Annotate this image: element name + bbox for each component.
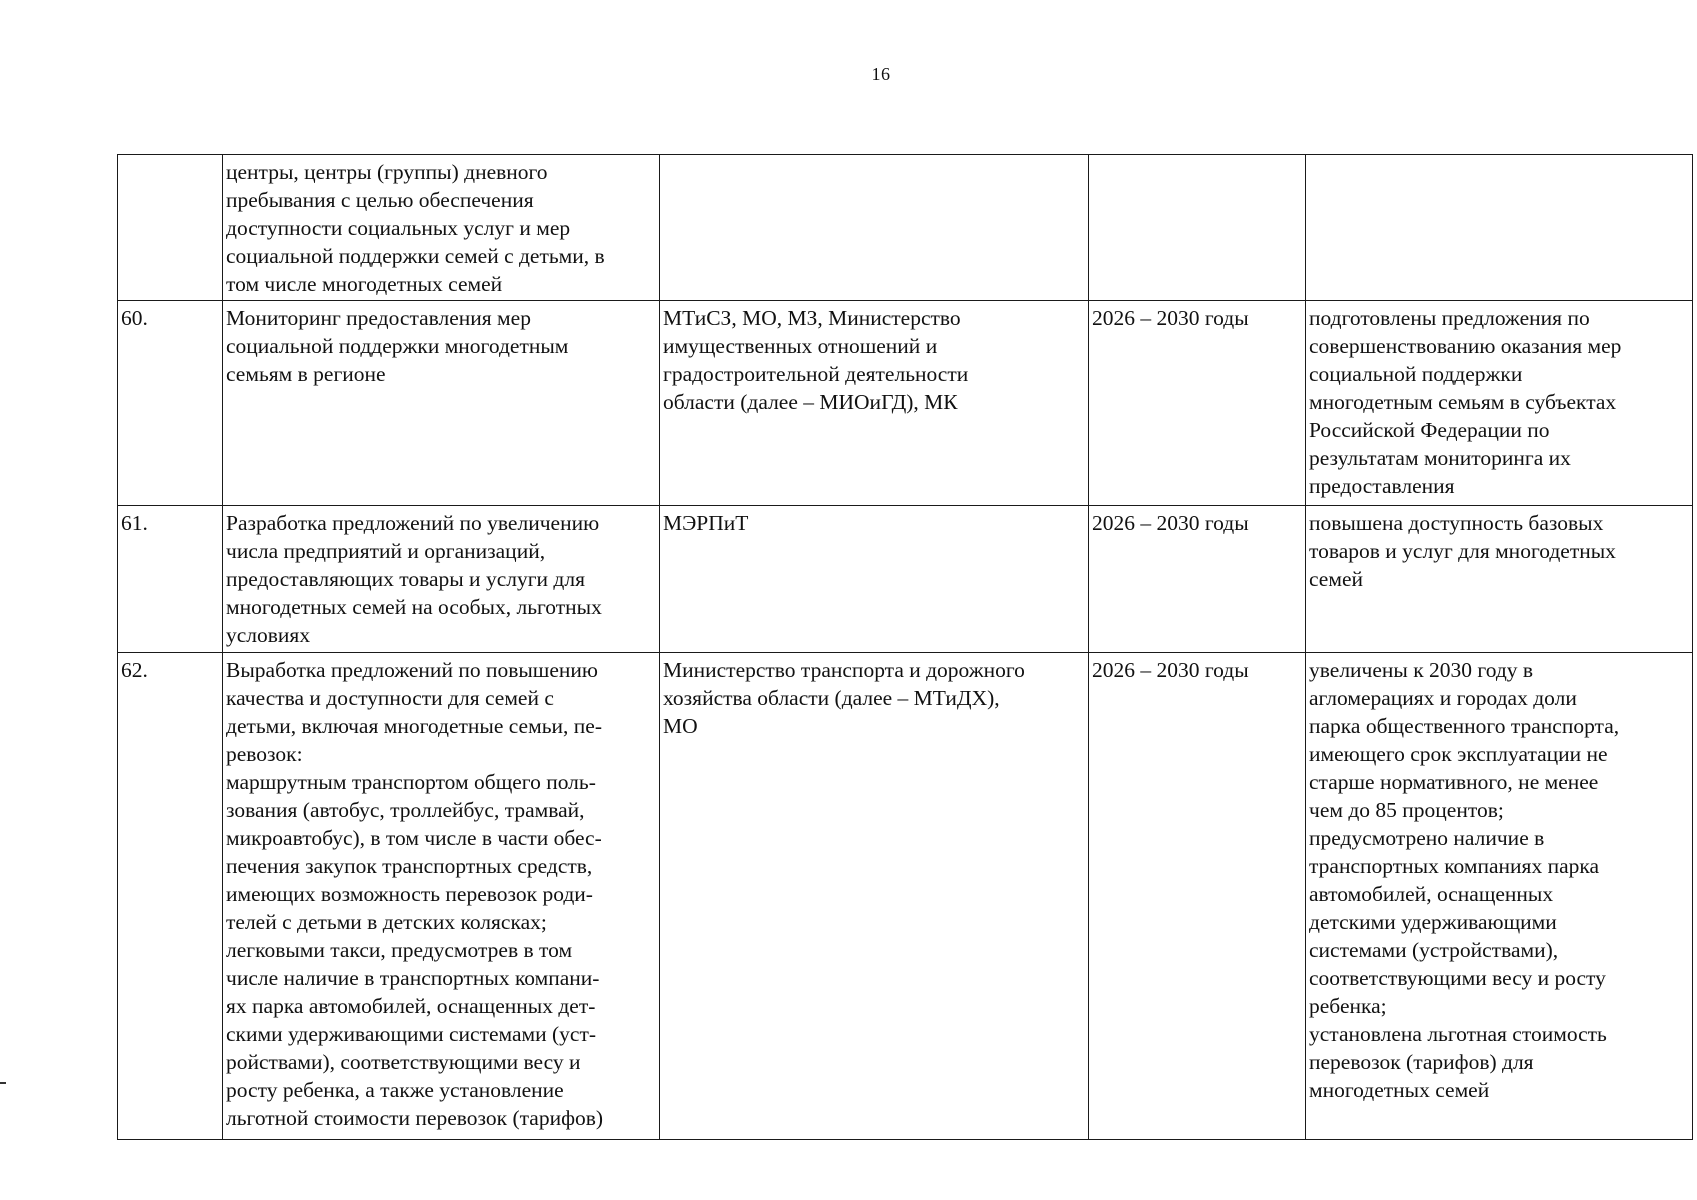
executors-cell	[660, 301, 1089, 506]
cell-text-line: ройствами), соответствующими весу и	[226, 1050, 581, 1074]
result-cell	[1306, 653, 1693, 1140]
cell-text-line: транспортных компаниях парка	[1309, 854, 1600, 878]
cell-text-line: скими удерживающими системами (уст-	[226, 1022, 597, 1046]
period-cell	[1089, 155, 1306, 301]
cell-text-line: зования (автобус, троллейбус, трамвай,	[226, 798, 585, 822]
result-cell	[1306, 301, 1693, 506]
cell-text-line: градостроительной деятельности	[663, 362, 969, 386]
row-number-cell	[118, 155, 223, 301]
cell-text-line: росту ребенка, а также установление	[226, 1078, 564, 1102]
cell-text-line: старше нормативного, не менее	[1309, 770, 1599, 794]
cell-text-line: социальной поддержки	[1309, 362, 1523, 386]
cell-text-line: телей с детьми в детских колясках;	[226, 910, 547, 934]
measure-name-cell	[223, 155, 660, 301]
cell-text-line: маршрутным транспортом общего поль-	[226, 770, 596, 794]
cell-text-line: ревозок:	[226, 742, 303, 766]
cell-text-line: детьми, включая многодетные семьи, пе-	[226, 714, 602, 738]
row-number-cell	[118, 506, 223, 653]
result-cell	[1306, 506, 1693, 653]
cell-text-line: имеющих возможность перевозок роди-	[226, 882, 593, 906]
cell-text: 2026 – 2030 годы	[1092, 511, 1249, 535]
cell-text-line: повышена доступность базовых	[1309, 511, 1604, 535]
cell-text-line: подготовлены предложения по	[1309, 306, 1590, 330]
cell-text-line: автомобилей, оснащенных	[1309, 882, 1554, 906]
cell-text-line: предоставления	[1309, 474, 1455, 498]
cell-text-line: МО	[663, 714, 698, 738]
cell-text-line: имущественных отношений и	[663, 334, 938, 358]
cell-text: 2026 – 2030 годы	[1092, 658, 1249, 682]
table-body	[118, 155, 1693, 1140]
period-cell	[1089, 653, 1306, 1140]
cell-text-line: чем до 85 процентов;	[1309, 798, 1504, 822]
table-row	[118, 301, 1693, 506]
measure-name-cell	[223, 506, 660, 653]
measures-table	[117, 154, 1693, 1140]
cell-text-line: Мониторинг предоставления мер	[226, 306, 531, 330]
cell-text-line: льготной стоимости перевозок (тарифов)	[226, 1106, 604, 1130]
cell-text: 61.	[121, 511, 148, 535]
cell-text-line: условиях	[226, 623, 311, 647]
cell-text: 60.	[121, 306, 148, 330]
cell-text-line: доступности социальных услуг и мер	[226, 216, 571, 240]
cell-text-line: Российской Федерации по	[1309, 418, 1550, 442]
cell-text-line: агломерациях и городах доли	[1309, 686, 1577, 710]
page-number: 16	[871, 64, 891, 84]
cell-text-line: результатам мониторинга их	[1309, 446, 1571, 470]
cell-text-line: МТиСЗ, МО, МЗ, Министерство	[663, 306, 961, 330]
cell-text-line: области (далее – МИОиГД), МК	[663, 390, 958, 414]
cell-text-line: совершенствованию оказания мер	[1309, 334, 1622, 358]
margin-mark	[0, 1082, 6, 1084]
cell-text-line: центры, центры (группы) дневного	[226, 160, 548, 184]
cell-text-line: Выработка предложений по повышению	[226, 658, 598, 682]
table-row	[118, 653, 1693, 1140]
cell-text-line: Министерство транспорта и дорожного	[663, 658, 1025, 682]
cell-text-line: числе наличие в транспортных компани-	[226, 966, 600, 990]
result-cell	[1306, 155, 1693, 301]
cell-text-line: хозяйства области (далее – МТиДХ),	[663, 686, 1000, 710]
cell-text: 62.	[121, 658, 148, 682]
cell-text-line: микроавтобус), в том числе в части обес-	[226, 826, 602, 850]
executors-cell	[660, 653, 1089, 1140]
cell-text-line: детскими удерживающими	[1309, 910, 1557, 934]
cell-text-line: многодетных семей на особых, льготных	[226, 595, 602, 619]
cell-text-line: предоставляющих товары и услуги для	[226, 567, 585, 591]
cell-text-line: товаров и услуг для многодетных	[1309, 539, 1616, 563]
cell-text-line: имеющего срок эксплуатации не	[1309, 742, 1608, 766]
cell-text-line: предусмотрено наличие в	[1309, 826, 1545, 850]
table-row	[118, 155, 1693, 301]
cell-text-line: пребывания с целью обеспечения	[226, 188, 534, 212]
period-cell	[1089, 506, 1306, 653]
period-cell	[1089, 301, 1306, 506]
cell-text-line: парка общественного транспорта,	[1309, 714, 1620, 738]
cell-text-line: социальной поддержки многодетным	[226, 334, 569, 358]
cell-text-line: Разработка предложений по увеличению	[226, 511, 600, 535]
cell-text-line: печения закупок транспортных средств,	[226, 854, 593, 878]
measure-name-cell	[223, 301, 660, 506]
cell-text-line: многодетным семьям в субъектах	[1309, 390, 1617, 414]
cell-text-line: семьям в регионе	[226, 362, 386, 386]
cell-text-line: том числе многодетных семей	[226, 272, 503, 296]
cell-text-line: легковыми такси, предусмотрев в том	[226, 938, 573, 962]
table-row	[118, 506, 1693, 653]
cell-text-line: увеличены к 2030 году в	[1309, 658, 1534, 682]
cell-text-line: ях парка автомобилей, оснащенных дет-	[226, 994, 596, 1018]
cell-text-line: качества и доступности для семей с	[226, 686, 554, 710]
cell-text-line: семей	[1309, 567, 1364, 591]
row-number-cell	[118, 301, 223, 506]
cell-text-line: системами (устройствами),	[1309, 938, 1559, 962]
cell-text: 2026 – 2030 годы	[1092, 306, 1249, 330]
row-number-cell	[118, 653, 223, 1140]
cell-text-line: соответствующими весу и росту	[1309, 966, 1606, 990]
cell-text-line: МЭРПиТ	[663, 511, 749, 535]
cell-text-line: установлена льготная стоимость	[1309, 1022, 1607, 1046]
cell-text-line: ребенка;	[1309, 994, 1387, 1018]
cell-text-line: числа предприятий и организаций,	[226, 539, 546, 563]
cell-text-line: социальной поддержки семей с детьми, в	[226, 244, 605, 268]
cell-text-line: многодетных семей	[1309, 1078, 1490, 1102]
executors-cell	[660, 506, 1089, 653]
cell-text-line: перевозок (тарифов) для	[1309, 1050, 1534, 1074]
measure-name-cell	[223, 653, 660, 1140]
executors-cell	[660, 155, 1089, 301]
